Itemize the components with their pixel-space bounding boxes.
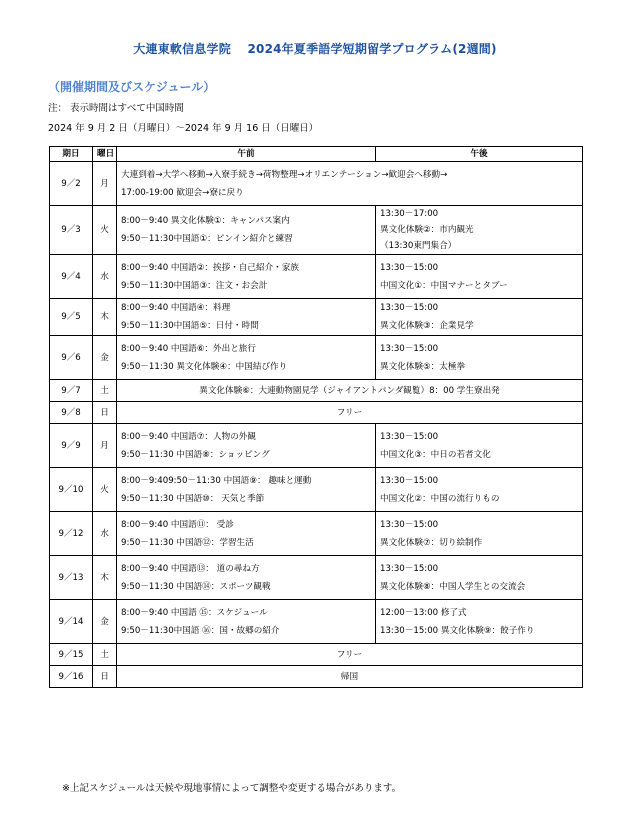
morning-line: 8:00－9:40 中国語⑪： 受診 <box>121 519 234 530</box>
row-date: 9／4 <box>50 255 93 299</box>
morning-line: 8:00－9:40 中国語⑬： 道の尋ね方 <box>121 563 260 574</box>
row-afternoon <box>376 424 583 468</box>
row-date: 9／5 <box>50 299 93 336</box>
page-title: 大連東軟信息学院 2024年夏季語学短期留学プログラム(2週間) <box>133 42 497 56</box>
row-date: 9／8 <box>50 402 93 424</box>
table-row <box>50 255 583 299</box>
table-row <box>50 162 583 206</box>
table-row <box>50 512 583 556</box>
afternoon-line: 13:30－15:00 <box>380 343 439 354</box>
afternoon-line: 異文化体験⑦：切り絵制作 <box>380 537 483 548</box>
row-afternoon <box>376 600 583 644</box>
table-row <box>50 644 583 666</box>
row-weekday: 金 <box>93 336 117 380</box>
schedule-body <box>50 162 583 688</box>
row-weekday: 日 <box>93 666 117 688</box>
morning-line: 9:50－11:30 中国語⑫：学習生活 <box>121 537 254 548</box>
header-morning: 午前 <box>117 147 376 162</box>
table-row <box>50 666 583 688</box>
row-weekday: 土 <box>93 644 117 666</box>
row-date: 9／2 <box>50 162 93 206</box>
row-date: 9／12 <box>50 512 93 556</box>
row-afternoon <box>376 255 583 299</box>
row-afternoon <box>376 512 583 556</box>
timezone-note: 注： 表示時間はすべて中国時間 <box>48 103 184 114</box>
row-morning <box>117 556 376 600</box>
table-header-row <box>50 147 583 162</box>
row-morning <box>117 299 376 336</box>
row-date: 9／9 <box>50 424 93 468</box>
morning-line: 8:00－9:40 異文化体験①：キャンパス案内 <box>121 216 290 226</box>
afternoon-line: 中国文化③：中日の若者文化 <box>380 449 491 460</box>
row-weekday: 木 <box>93 299 117 336</box>
row-afternoon <box>376 336 583 380</box>
afternoon-line: 中国文化①：中国マナーとタブー <box>380 280 508 291</box>
row-date: 9／15 <box>50 644 93 666</box>
table-row <box>50 424 583 468</box>
row-afternoon <box>376 468 583 512</box>
row-weekday: 火 <box>93 468 117 512</box>
row-morning <box>117 512 376 556</box>
afternoon-line: （13:30東門集合） <box>380 241 457 251</box>
afternoon-line: 中国文化②：中国の流行りもの <box>380 493 500 504</box>
row-morning <box>117 336 376 380</box>
row-morning <box>117 255 376 299</box>
schedule-line: 大連到着→大学へ移動→入寮手続き→荷物整理→オリエンテーション→歓迎会へ移動→ <box>121 169 448 180</box>
morning-line: 8:00－9:409:50－11:30 中国語⑨： 趣味と運動 <box>121 475 312 486</box>
row-date: 9／10 <box>50 468 93 512</box>
row-date: 9／6 <box>50 336 93 380</box>
header-date: 期日 <box>50 147 93 162</box>
row-afternoon <box>376 299 583 336</box>
row-all-day: フリー <box>117 644 583 666</box>
afternoon-line: 異文化体験⑧：中国人学生との交流会 <box>380 581 526 592</box>
afternoon-line: 異文化体験②：市内観光 <box>380 225 474 235</box>
row-weekday: 木 <box>93 556 117 600</box>
table-row <box>50 299 583 336</box>
table-row <box>50 600 583 644</box>
morning-line: 9:50－11:30 中国語⑩： 天気と季節 <box>121 493 265 504</box>
program-period: 2024 年 9 月 2 日（月曜日）～2024 年 9 月 16 日（日曜日） <box>48 123 319 134</box>
row-afternoon <box>376 556 583 600</box>
header-dow: 曜日 <box>93 147 117 162</box>
table-row <box>50 336 583 380</box>
morning-line: 8:00－9:40 中国語 ⑮：スケジュール <box>121 607 268 618</box>
afternoon-line: 13:30－17:00 <box>380 209 439 219</box>
table-row <box>50 206 583 255</box>
afternoon-line: 12:00－13:00 修了式 <box>380 607 467 618</box>
row-date: 9／3 <box>50 206 93 255</box>
footer-note: ※上記スケジュールは天候や現地事情によって調整や変更する場合があります。 <box>62 783 402 794</box>
row-weekday: 月 <box>93 162 117 206</box>
row-all-day: フリー <box>117 402 583 424</box>
schedule-table <box>49 146 583 688</box>
row-date: 9／7 <box>50 380 93 402</box>
table-row <box>50 556 583 600</box>
row-weekday: 土 <box>93 380 117 402</box>
row-weekday: 日 <box>93 402 117 424</box>
morning-line: 9:50－11:30 異文化体験④：中国結び作り <box>121 361 288 372</box>
morning-line: 8:00－9:40 中国語④：料理 <box>121 303 231 313</box>
row-weekday: 水 <box>93 255 117 299</box>
row-weekday: 火 <box>93 206 117 255</box>
row-all-day-schedule <box>117 162 583 206</box>
afternoon-line: 異文化体験⑤：太極拳 <box>380 361 466 372</box>
row-date: 9／14 <box>50 600 93 644</box>
row-morning <box>117 600 376 644</box>
morning-line: 8:00－9:40 中国語⑥：外出と旅行 <box>121 343 256 354</box>
table-row <box>50 468 583 512</box>
morning-line: 9:50－11:30中国語①：ピンイン紹介と練習 <box>121 234 293 244</box>
table-row <box>50 380 583 402</box>
afternoon-line: 13:30－15:00 <box>380 519 439 530</box>
row-morning <box>117 424 376 468</box>
header-afternoon: 午後 <box>376 147 583 162</box>
morning-line: 9:50－11:30中国語⑤：日付・時間 <box>121 321 259 331</box>
row-morning <box>117 468 376 512</box>
morning-line: 9:50－11:30中国語③：注文・お会計 <box>121 280 268 291</box>
afternoon-line: 13:30－15:00 異文化体験⑨：餃子作り <box>380 625 535 636</box>
afternoon-line: 13:30－15:00 <box>380 563 439 574</box>
row-weekday: 金 <box>93 600 117 644</box>
row-all-day: 帰国 <box>117 666 583 688</box>
row-weekday: 月 <box>93 424 117 468</box>
afternoon-line: 13:30－15:00 <box>380 303 439 313</box>
morning-line: 9:50－11:30 中国語⑧：ショッピング <box>121 449 270 460</box>
table-row <box>50 402 583 424</box>
schedule-line: 17:00-19:00 歓迎会→寮に戻り <box>121 187 244 198</box>
row-date: 9／16 <box>50 666 93 688</box>
row-afternoon <box>376 206 583 255</box>
morning-line: 8:00－9:40 中国語⑦：人物の外観 <box>121 431 256 442</box>
row-all-day: 異文化体験⑥：大連動物園見学（ジャイアントパンダ観覧）8：00 学生寮出発 <box>117 380 583 402</box>
afternoon-line: 13:30－15:00 <box>380 475 439 486</box>
afternoon-line: 13:30－15:00 <box>380 262 439 273</box>
afternoon-line: 異文化体験③：企業見学 <box>380 321 474 331</box>
morning-line: 9:50－11:30中国語 ⑯：国・故郷の紹介 <box>121 625 280 636</box>
morning-line: 8:00－9:40 中国語②：挨拶・自己紹介・家族 <box>121 262 299 273</box>
afternoon-line: 13:30－15:00 <box>380 431 439 442</box>
row-weekday: 水 <box>93 512 117 556</box>
section-subtitle: （開催期間及びスケジュール） <box>48 80 216 94</box>
morning-line: 9:50－11:30 中国語⑭：スポーツ観戦 <box>121 581 271 592</box>
row-morning <box>117 206 376 255</box>
row-date: 9／13 <box>50 556 93 600</box>
